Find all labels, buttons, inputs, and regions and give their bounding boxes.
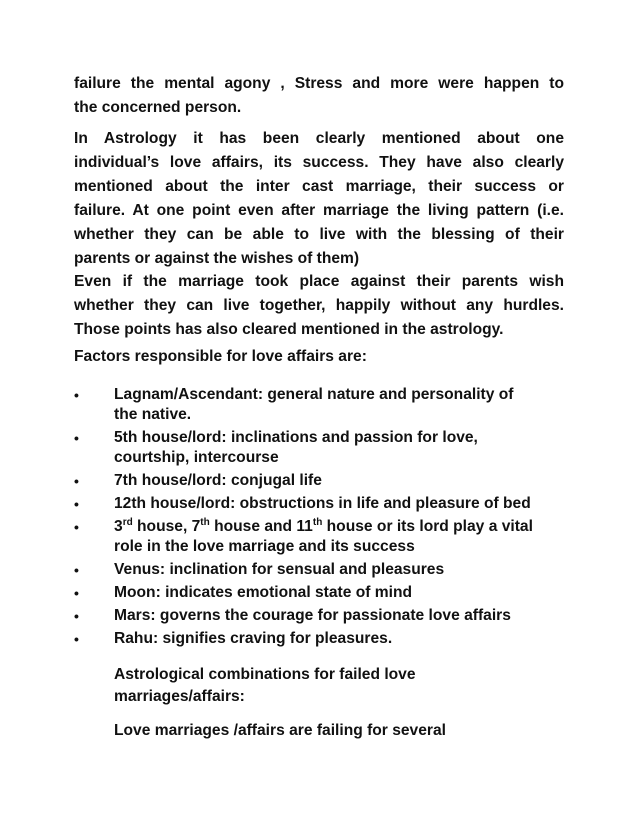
paragraph-astrology [74, 127, 564, 271]
list-item-text: Moon: indicates emotional state of mind [114, 584, 413, 601]
combinations-heading [114, 664, 534, 708]
factors-heading: Factors responsible for love affairs are: [74, 348, 367, 365]
text-line: Even if the marriage took place against their parents wish [74, 273, 564, 290]
bullet-icon: • [74, 519, 79, 535]
list-item [74, 494, 574, 514]
bullet-icon: • [74, 430, 79, 446]
text-line: Astrological combinations for failed love [114, 666, 416, 683]
bullet-icon: • [74, 631, 79, 647]
text-line: whether they can be able to live with the blessing of their [74, 226, 564, 243]
list-item-text: 7th house/lord: conjugal life [114, 472, 322, 489]
paragraph-parents [74, 270, 564, 342]
list-item [74, 471, 574, 491]
list-item [74, 385, 574, 425]
list-item-text: the native. [114, 406, 192, 423]
text-line: parents or against the wishes of them) [74, 250, 360, 267]
list-item-text: Rahu: signifies craving for pleasures. [114, 630, 393, 647]
list-item-text: Lagnam/Ascendant: general nature and personality of [114, 386, 514, 403]
list-item-text: 12th house/lord: obstructions in life and pleasure of bed [114, 495, 531, 512]
text-line: In Astrology it has been clearly mentioned about one [74, 130, 564, 147]
list-item [74, 583, 574, 603]
list-item [74, 629, 574, 649]
text-run: house, 7 [132, 518, 201, 535]
text-run: house and 11 [209, 518, 313, 535]
list-item [74, 517, 574, 557]
bullet-icon: • [74, 473, 79, 489]
text-run: house or its lord play a vital [322, 518, 533, 535]
superscript: rd [122, 516, 133, 528]
list-item [74, 428, 574, 468]
text-line: individual’s love affairs, its success. They have also clearly [74, 154, 564, 171]
list-item-text: Venus: inclination for sensual and pleasures [114, 561, 445, 578]
factors-list [74, 385, 574, 652]
list-item-text: Mars: governs the courage for passionate love affairs [114, 607, 511, 624]
list-item-text: courtship, intercourse [114, 449, 279, 466]
bullet-icon: • [74, 585, 79, 601]
bullet-icon: • [74, 387, 79, 403]
closing-line: Love marriages /affairs are failing for several [114, 722, 446, 739]
list-item-text: 5th house/lord: inclinations and passion for love, [114, 429, 478, 446]
bullet-icon: • [74, 608, 79, 624]
superscript: th [200, 516, 210, 528]
superscript: th [312, 516, 323, 528]
list-item-text: role in the love marriage and its success [114, 538, 415, 555]
text-line: the concerned person. [74, 99, 242, 116]
bullet-icon: • [74, 496, 79, 512]
text-line: marriages/affairs: [114, 688, 245, 705]
text-line: failure the mental agony , Stress and more were happen to [74, 75, 564, 92]
bullet-icon: • [74, 562, 79, 578]
text-run: 3 [114, 518, 123, 535]
text-line: whether they can live together, happily without any hurdles. [74, 297, 564, 314]
text-line: mentioned about the inter cast marriage, their success or [74, 178, 564, 195]
list-item [74, 606, 574, 626]
list-item [74, 560, 574, 580]
text-line: Those points has also cleared mentioned in the astrology. [74, 321, 504, 338]
text-line: failure. At one point even after marriage the living pattern (i.e. [74, 202, 564, 219]
paragraph-intro [74, 72, 564, 120]
list-item-text [114, 517, 574, 537]
